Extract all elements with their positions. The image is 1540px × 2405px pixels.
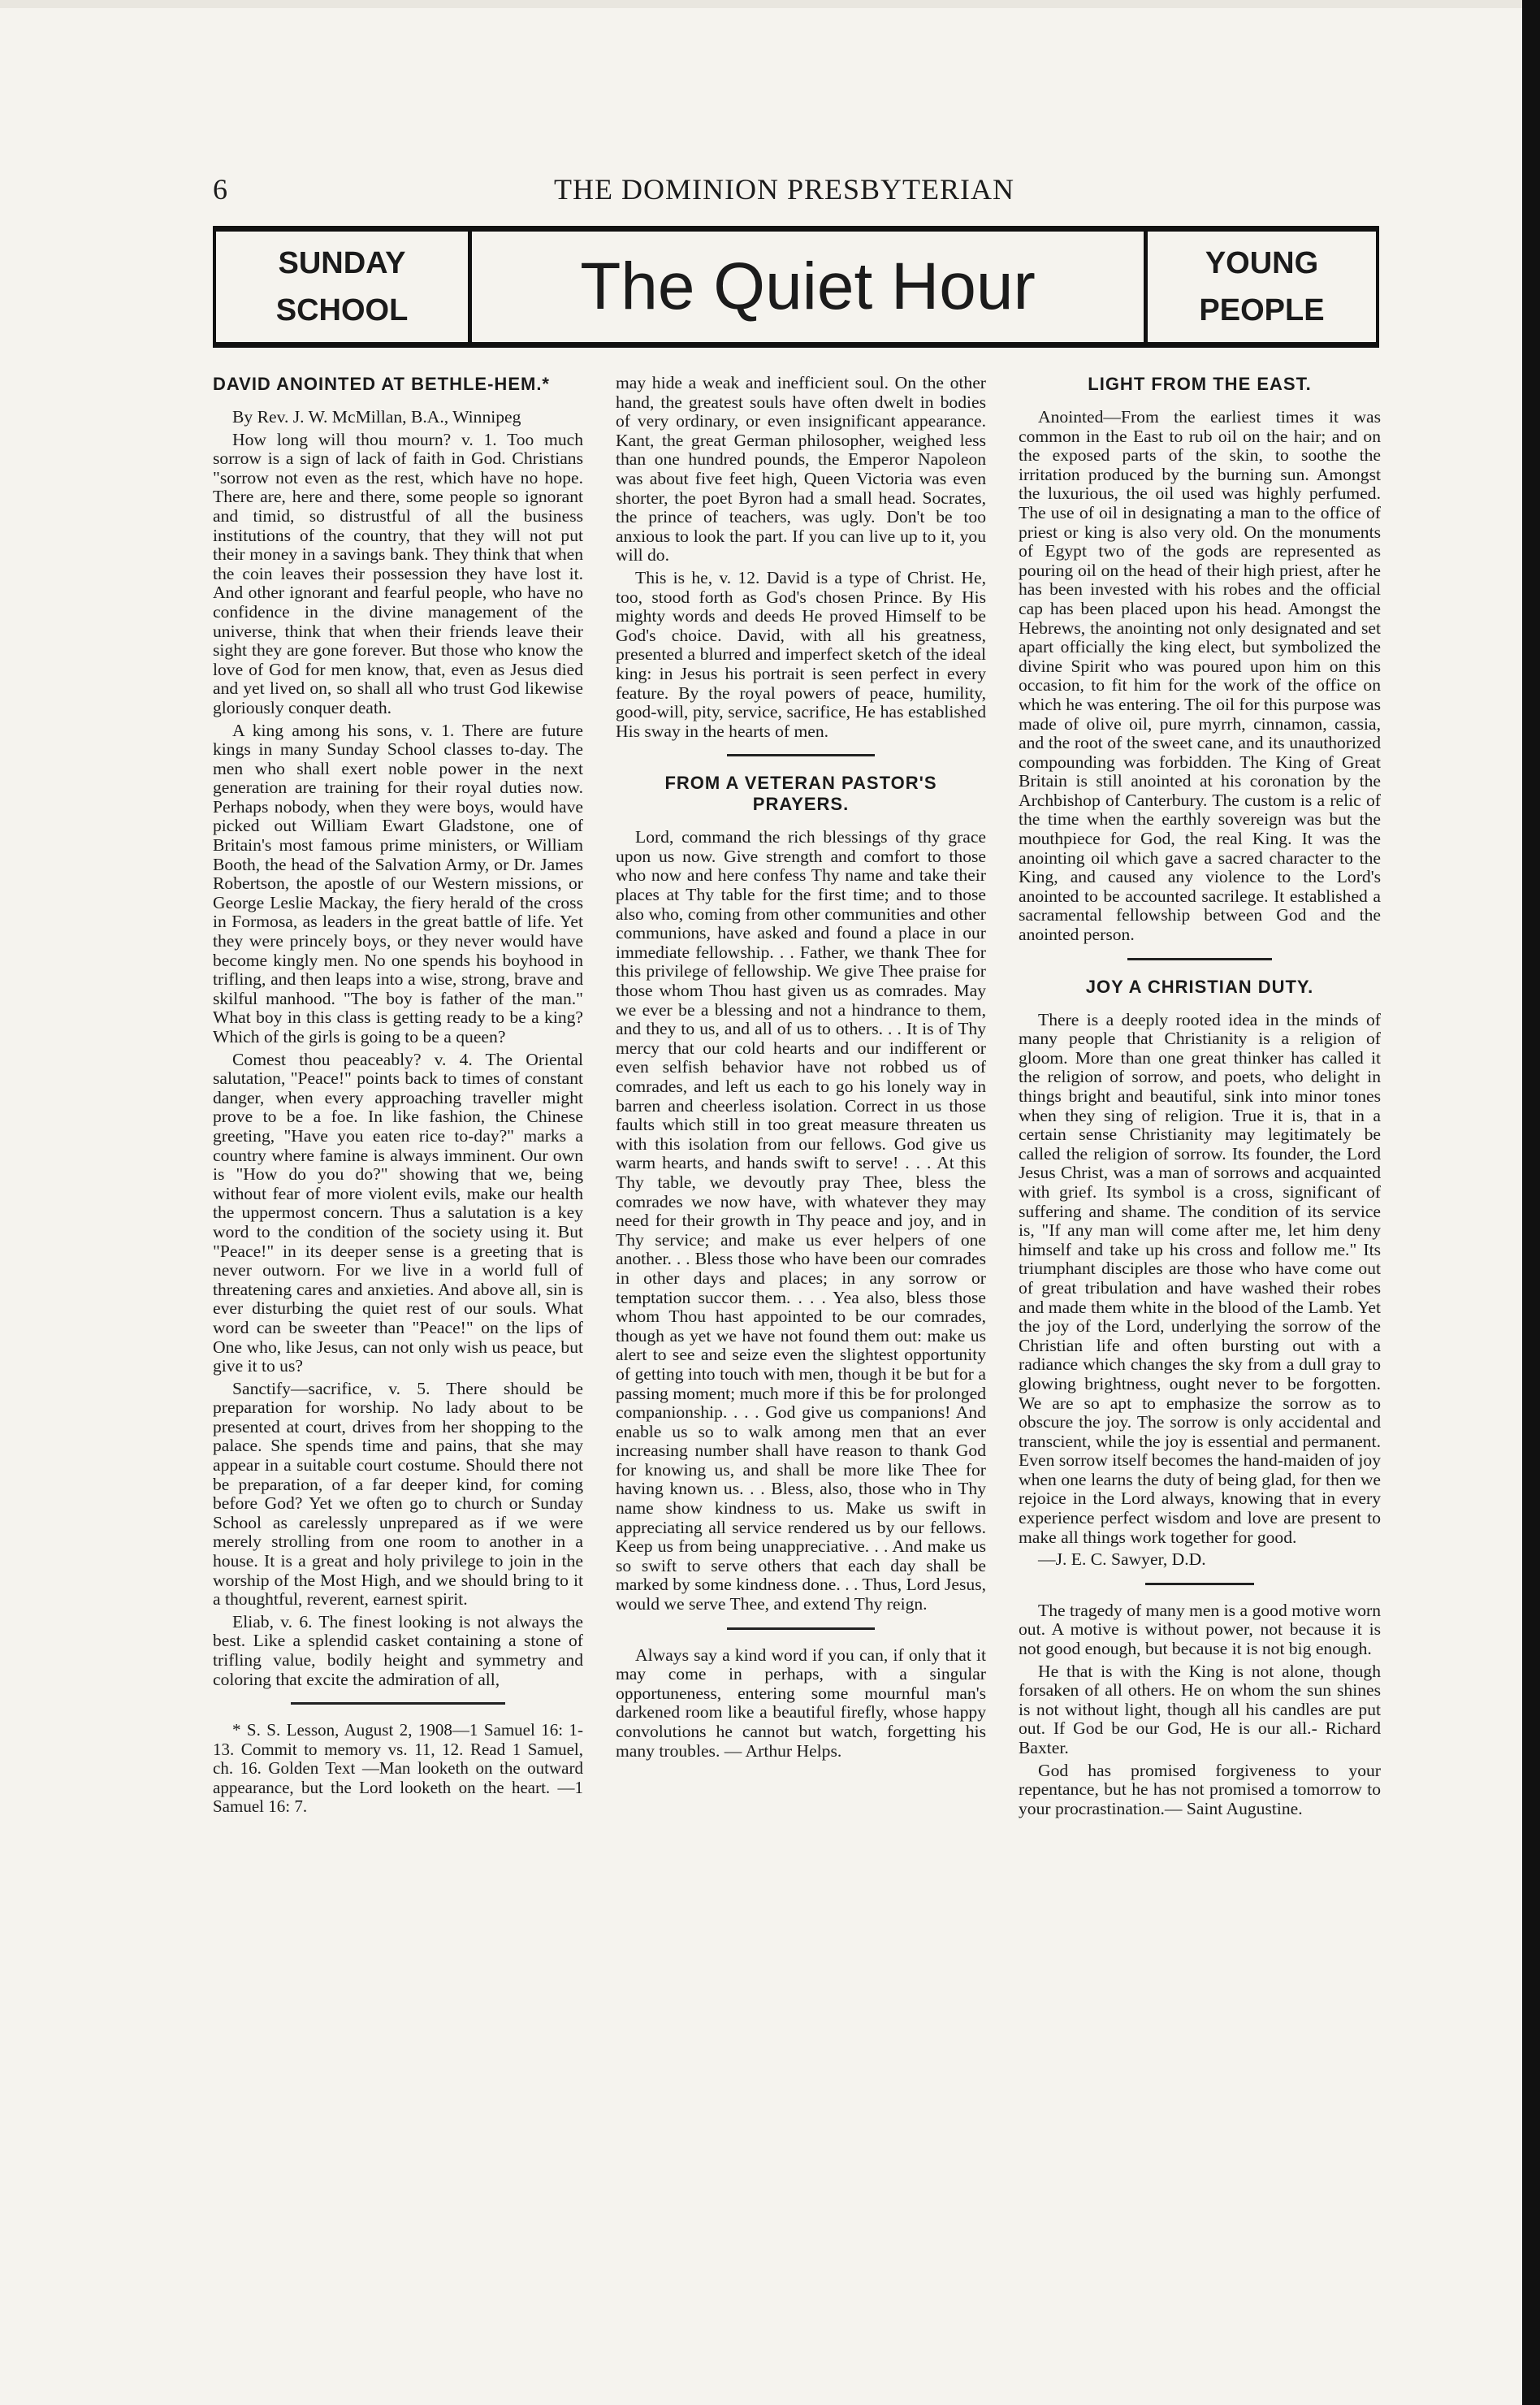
paragraph: There is a deeply rooted idea in the minds of many people that Christianity is a religion of gloom. More than one great thinker has called it the religion of sorrow, and poets, who delight in things bright and beautiful, sink into minor tones when they sing of religion. True it is, that in a certain sense Christianity may legitimately be called the religion of sorrow. Its founder, the Lord Jesus Christ, was a man of sorrows and acquainted with grief. Its symbol is a cross, significant of suffering and shame. The condition of its service is, "If any man will come after me, let him deny himself and take up his cross and follow me." Its triumphant disciples are those who have come out of great tribulation and have washed their robes and made them white in the blood of the Lamb. Yet the joy of the Lord, underlying the sorrow of the Christian life and often bursting out with a radiance which changes the sky from a dull gray to glowing brightness, ought never to be forgotten. We are so apt to emphasize the sorrow as to obscure the joy. The sorrow is only accidental and transcient, while the joy is essential and permanent. Even sorrow itself becomes the hand-maiden of joy when one learns the duty of being glad, for then we rejoice in the Lord always, knowing that in every experience perfect wisdom and love are present to make all things work together for good. <box>1019 1009 1381 1547</box>
footnote: * S. S. Lesson, August 2, 1908—1 Samuel 16: 1-13. Commit to memory vs. 11, 12. Read 1 Samuel, ch. 16. Golden Text —Man looketh on the outward appearance, but the Lord looketh on the heart. —1 Samuel 16: 7. <box>213 1720 583 1817</box>
banner-sunday-school <box>216 232 468 342</box>
divider-rule <box>1145 1583 1254 1585</box>
paragraph: Lord, command the rich blessings of thy grace upon us now. Give strength and comfort to those who now and here confess Thy name and take their places at Thy table for the first time; and to those also who, coming from other communities and other communions, have asked and found a place in our immediate fellowship. . . Father, we thank Thee for this privilege of fellowship. We give Thee praise for those whom Thou hast given us as comrades. May we ever be a blessing and not a hindrance to them, and they to us, and all of us to others. . . It is of Thy mercy that our cold hearts and our indifferent or even selfish behavior have not robbed us of comrades, and left us each to go his lonely way in barren and cheerless isolation. Correct in us those faults which still in too great measure threaten us with this isolation from our fellows. God give us warm hearts, and hands swift to serve! . . . At this Thy table, we devoutly pray Thee, bless the comrades we now have, with whatever they may need for their growth in Thy peace and joy, and in Thy service; and make us ever helpers of one another. . . Bless those who have been our comrades in other days and places; in any sorrow or temptation succor them. . . . Yea also, bless those whom Thou hast appointed to be our comrades, though as yet we have not found them out: make us alert to see and seize even the slightest opportunity of getting into touch with men, though it be but for a passing moment; much more if this be for prolonged companionship. . . . God give us companions! And enable us so to walk among men that an ever increasing number shall have reason to thank God for knowing us, and shall be more like Thee for having known us. . . Bless, also, those who in Thy name show kindness to us. Make us swift in appreciating all service rendered us by our fellows. Keep us from being unappreciative. . . And make us so swift to serve others that each day shall be marked by some kindness done. . . Thus, Lord Jesus, would we serve Thee, and extend Thy reign. <box>616 827 986 1614</box>
article-title: LIGHT FROM THE EAST. <box>1088 374 1312 394</box>
page-number: 6 <box>213 173 227 206</box>
divider-rule <box>291 1702 505 1705</box>
column-1 <box>213 374 583 1820</box>
banner-right-line2: PEOPLE <box>1199 293 1325 327</box>
paragraph: How long will thou mourn? v. 1. Too much sorrow is a sign of lack of faith in God. Christians "sorrow not even as the rest, which have no hope. There are, here and there, some people so ignorant and timid, so distrustful of all the business institutions of the country, that they will not put their money in a savings bank. They think that when the coin leaves their possession they have lost it. And other ignorant and fearful people, who have no confidence in the divine management of the universe, think that when their friends leave their sight they are gone forever. But those who know the love of God for men know, that, even as Jesus died and yet lived on, so shall all who trust God likewise gloriously conquer death. <box>213 429 583 717</box>
article-title: JOY A CHRISTIAN DUTY. <box>1085 976 1314 997</box>
scan-margin-right <box>1522 0 1540 2405</box>
paragraph: Always say a kind word if you can, if only that it may come in perhaps, with a singular opportuneness, entering some mournful man's darkened room like a beautiful firefly, whose happy convolutions he cannot but watch, forgetting his many troubles. — Arthur Helps. <box>616 1644 986 1761</box>
paragraph: The tragedy of many men is a good motive worn out. A motive is without power, not because it is not good enough, but because it is not big enough. <box>1019 1600 1381 1659</box>
scan-margin-top <box>0 0 1540 8</box>
running-head <box>213 172 1399 213</box>
divider-rule <box>727 754 875 756</box>
divider-rule <box>1127 958 1272 960</box>
paragraph: God has promised forgiveness to your repentance, but he has not promised a tomorrow to your procrastination.— Saint Augustine. <box>1019 1760 1381 1818</box>
banner-left-line2: SCHOOL <box>275 293 409 327</box>
section-banner <box>213 226 1379 348</box>
divider-rule <box>727 1627 875 1630</box>
paragraph: Anointed—From the earliest times it was common in the East to rub oil on the hair; and on the exposed parts of the skin, to soothe the irritation produced by the burning sun. Amongst the luxurious, the oil used was highly perfumed. The use of oil in designating a man to the office of priest or king is also very old. On the monuments of Egypt two of the gods are represented as pouring oil on the head of their high priest, after he has been invested with his robes and the official cap has been placed upon his head. Amongst the Hebrews, the anointing not only designated and set apart officially the king elect, but symbolized the divine Spirit who was poured upon him on this occasion, to fit him for the work of the office on which he was entering. The oil for this purpose was made of olive oil, pure myrrh, cinnamon, cassia, and the root of the sweet cane, and its unauthorized compounding was forbidden. The King of Great Britain is still anointed at his coronation by the Archbishop of Canterbury. The custom is a relic of the time when the earthly sovereign was but the mouthpiece for God, the real King. It was the anointing oil which gave a sacred character to the King, and caused any violence to the Lord's anointed to be accounted sacrilege. It established a sacramental fellowship between God and the anointed person. <box>1019 407 1381 945</box>
column-2 <box>616 374 986 1764</box>
banner-right-line1: YOUNG <box>1205 246 1319 280</box>
paragraph: Comest thou peaceably? v. 4. The Oriental salutation, "Peace!" points back to times of constant danger, when every approaching traveller might prove to be a foe. In like fashion, the Chinese greeting, "Have you eaten rice to-day?" marks a country where famine is always imminent. Our own is "How do you do?" showing that we, being without fear of more violent evils, make our health the uppermost concern. Thus a salutation is a key word to the condition of the society using it. But "Peace!" in its deeper sense is a greeting that is never outworn. For we live in a world full of threatening cares and anxieties. And above all, sin is ever disturbing the quiet rest of our souls. What word can be sweeter than "Peace!" on the lips of One who, like Jesus, can not only wish us peace, but give it to us? <box>213 1049 583 1376</box>
paragraph: This is he, v. 12. David is a type of Christ. He, too, stood forth as God's chosen Prince. By His mighty words and deeds He proved Himself to be God's choice. David, with all his greatness, presented a blurred and imperfect sketch of the ideal king: in Jesus his portrait is seen perfect in every feature. By the royal powers of peace, humility, good-will, pity, service, sacrifice, He has established His sway in the hearts of men. <box>616 567 986 741</box>
paragraph: He that is with the King is not alone, though forsaken of all others. He on whom the sun shines is not without light, though all his candles are put out. If God be our God, He is our all.- Richard Baxter. <box>1019 1661 1381 1757</box>
paragraph: Eliab, v. 6. The finest looking is not always the best. Like a splendid casket containing a stone of trifling value, bodily height and symmetry and coloring that excite the admiration of all, <box>213 1611 583 1689</box>
byline: By Rev. J. W. McMillan, B.A., Winnipeg <box>232 407 521 427</box>
banner-young-people <box>1148 232 1376 342</box>
banner-title: The Quiet Hour <box>580 249 1036 323</box>
paragraph: Sanctify—sacrifice, v. 5. There should be preparation for worship. No lady about to be presented at court, drives from her shopping to the palace. She spends time and pains, that she may appear in a suitable court costume. Should there not be preparation, of a far deeper kind, for coming before God? Yet we often go to church or Sunday School as carelessly unprepared as if we were merely strolling from one room to another in a house. It is a great and holy privilege to join in the worship of the Most High, and we should bring to it a thoughtful, reverent, earnest spirit. <box>213 1378 583 1610</box>
paragraph: A king among his sons, v. 1. There are future kings in many Sunday School classes to-day. The men who shall exert noble power in the next generation are training for their royal duties now. Perhaps nobody, when they were boys, would have picked out William Ewart Gladstone, one of Britain's most famous prime ministers, or William Booth, the head of the Salvation Army, or Dr. James Robertson, the apostle of our Western missions, or George Leslie Mackay, the fiery herald of the cross in Formosa, as leaders in the great battle of life. Yet they were princely boys, or they never would have become kingly men. No one spends his boyhood in trifling, and then leaps into a wise, strong, brave and skilful manhood. "The boy is father of the man." What boy in this class is getting ready to be a king? Which of the girls is going to be a queen? <box>213 720 583 1046</box>
paragraph: may hide a weak and inefficient soul. On the other hand, the greatest souls have often dwelt in bodies of very ordinary, or even insignificant appearance. Kant, the great German philosopher, weighed less than one hundred pounds, the Emperor Napoleon was about five feet high, Queen Victoria was even shorter, the poet Byron had a small head. Socrates, the prince of teachers, was ugly. Don't be too anxious to look the part. If you can live up to it, you will do. <box>616 373 986 566</box>
article-title: DAVID ANOINTED AT BETHLE-HEM.* <box>213 374 550 394</box>
journal-title: THE DOMINION PRESBYTERIAN <box>554 173 1014 206</box>
banner-left-line1: SUNDAY <box>278 246 406 280</box>
column-3 <box>1019 374 1381 1822</box>
article-title: FROM A VETERAN PASTOR'S PRAYERS. <box>664 773 937 815</box>
signature: —J. E. C. Sawyer, D.D. <box>1038 1549 1206 1570</box>
